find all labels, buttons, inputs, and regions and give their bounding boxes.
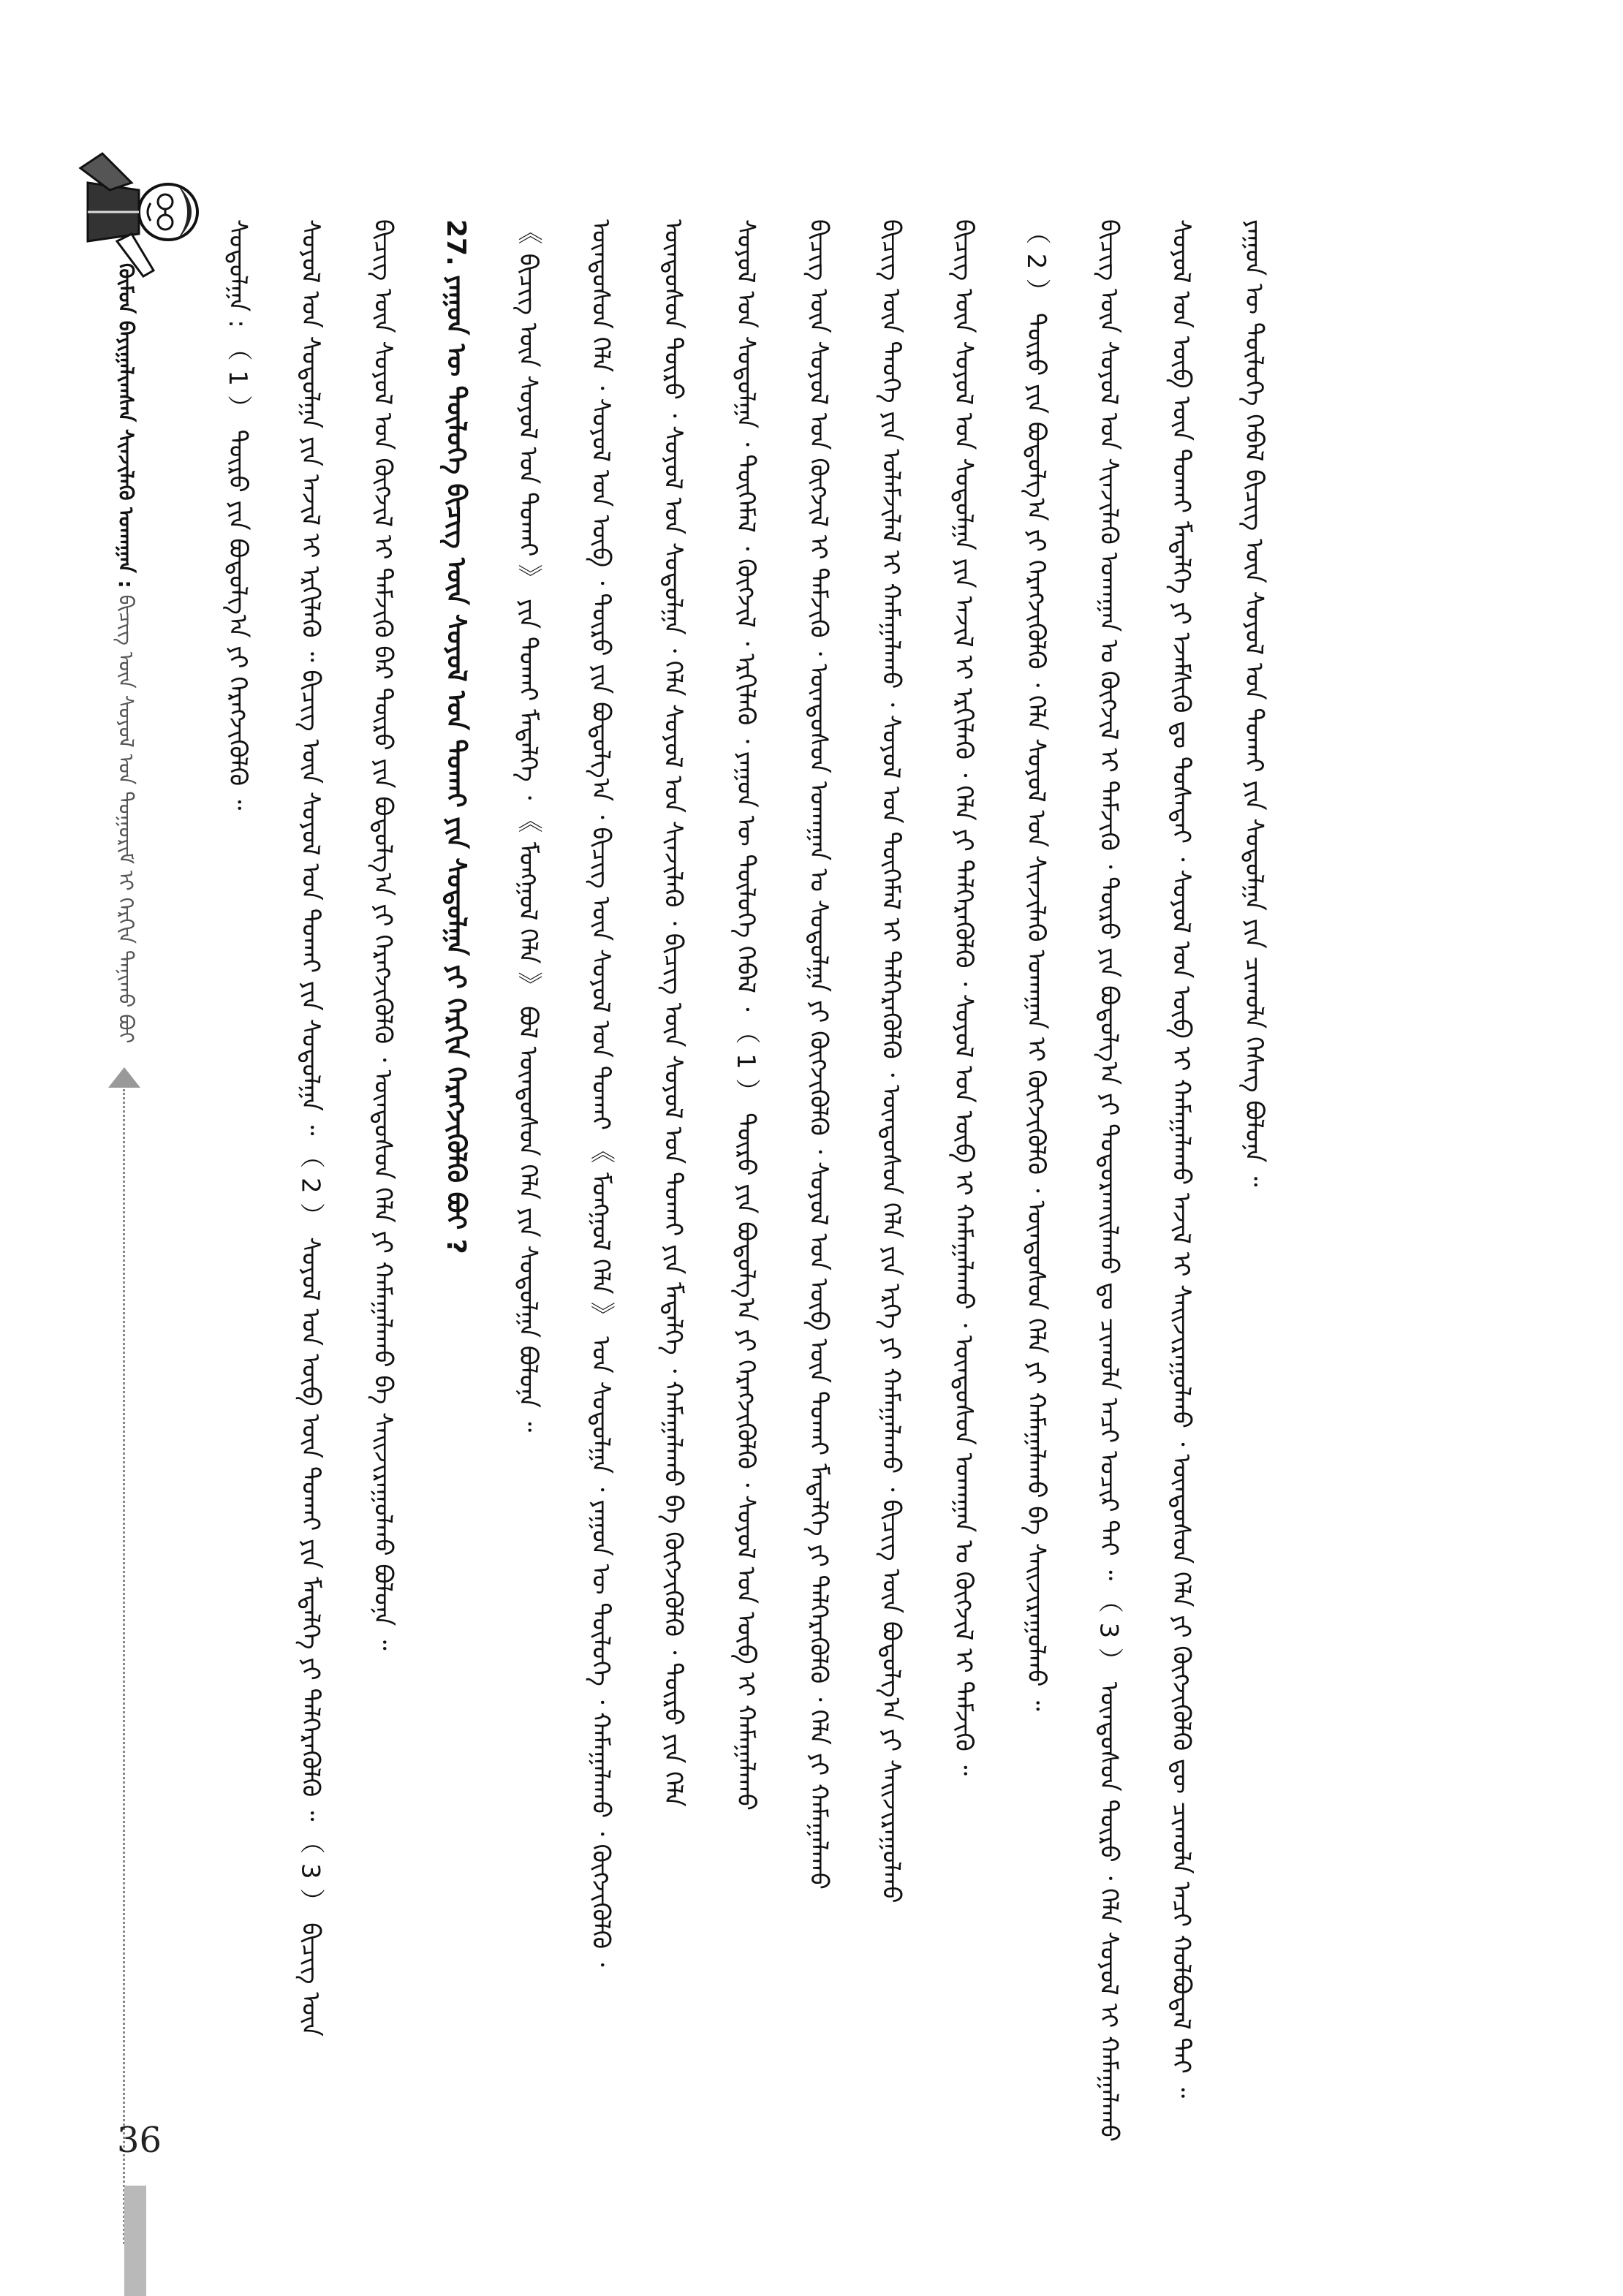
text-column: ᠶᠠᠭᠤᠨ ᠦ ᠲᠥᠯᠦᠭᠡ ᠭᠡᠪᠡᠯ ᠪᠢᠴᠢᠭ ᠦᠨ ᠰᠣᠶᠣᠯ ᠤᠨ ᠲᠤᠬᠠᠢ ᠶᠢᠨ ᠰᠤᠳᠤᠯᠭᠠ ᠶᠢᠨ ᠴᠢᠬᠤᠯᠠ ᠬᠡᠰᠡᠭ ᠪᠣᠯᠤᠨᠠ ᠃	[1238, 219, 1268, 1187]
text-column: ᠰᠣᠶᠣᠯ ᠤᠨ ᠥᠪ ᠦᠨ ᠲᠤᠬᠠᠢ ᠮᠡᠳᠡᠯᠭᠡ ᠶᠢ ᠡᠵᠡᠮᠰᠢᠬᠦ ᠳᠤ ᠲᠤᠰᠠᠲᠠᠢ ᠂ ᠰᠣᠶᠣᠯ ᠤᠨ ᠥᠪ ᠢ ᠬᠠᠮᠠᠭᠠᠯᠠᠬᠤ ᠠᠵᠢᠯ ᠢ ᠰᠠᠢᠵᠢᠷᠠᠭᠤᠯᠬᠤ ᠂ ᠦᠨᠳᠦᠰᠦᠨ ᠬᠡᠯᠡ ᠶᠢ ᠬᠥᠭᠵᠢᠭᠦᠯᠬᠦ ᠳᠦ ᠴᠢᠬᠤᠯᠠ ᠠᠴᠢ ᠬᠣᠯᠪᠣᠳᠠᠯ ᠲᠠᠢ ᠃	[1166, 219, 1196, 2099]
running-header-title: ᠬᠦᠮᠦᠨ ᠪᠠᠶᠢᠭᠠᠯᠢᠭᠰᠠᠨ ᠰᠢᠨᠵᠢᠯᠡᠬᠦ ᠤᠬᠠᠭᠠᠨ :	[114, 263, 138, 588]
text-column: ᠦᠨᠳᠦᠰᠦᠨ ᠲᠥᠷᠦ ᠂ ᠰᠣᠶᠣᠯ ᠤᠨ ᠰᠤᠳᠤᠯᠭᠠ ᠂ ᠬᠡᠯᠡ ᠰᠣᠶᠣᠯ ᠤᠨ ᠰᠢᠨᠵᠢᠯᠡᠬᠦ ᠂ ᠪᠢᠴᠢᠭ ᠦᠨ ᠰᠣᠶᠣᠯ ᠤᠨ ᠲᠤᠬᠠᠢ ᠶᠢᠨ ᠮᠡᠳᠡᠯᠭᠡ ᠂ ᠬᠠᠮᠠᠭᠠᠯᠠᠬᠤ ᠪᠠ ᠬᠥᠭᠵᠢᠭᠦᠯᠬᠦ ᠂ ᠲᠥᠷᠦ ᠶᠢᠨ ᠬᠡᠯᠡ	[658, 219, 688, 1807]
question-heading: 27. ᠶᠠᠭᠤᠨ ᠦ ᠲᠥᠯᠦᠭᠡ ᠪᠢᠴᠢᠭ ᠦᠨ ᠰᠣᠶᠣᠯ ᠤᠨ ᠲᠤᠬᠠᠢ ᠶᠢᠨ ᠰᠤᠳᠤᠯᠭᠠ ᠶᠢ ᠬᠡᠷᠬᠢᠨ ᠬᠡᠷᠡᠭᠵᠢᠭᠦᠯᠬᠦ ᠪᠤᠢ ?	[440, 219, 471, 1254]
running-header-subtitle: ᠪᠢᠴᠢᠭ ᠦᠨ ᠰᠣᠶᠣᠯ ᠤᠨ ᠲᠣᠭᠤᠷᠢᠮ ᠢ ᠬᠡᠷᠬᠢᠨ ᠲᠠᠨᠢᠬᠤ ᠪᠤᠢ	[114, 594, 138, 1044]
text-column: ᠪᠢᠴᠢᠭ ᠦᠨ ᠰᠣᠶᠣᠯ ᠤᠨ ᠰᠢᠨᠵᠢᠯᠡᠬᠦ ᠤᠬᠠᠭᠠᠨ ᠤ ᠬᠥᠭᠵᠢᠯ ᠢ ᠳᠡᠮᠵᠢᠬᠦ ᠂ ᠲᠥᠷᠦ ᠶᠢᠨ ᠪᠣᠳᠣᠯᠭ᠎ᠠ ᠶᠢ ᠲᠣᠳᠤᠷᠬᠠᠢᠯᠠᠬᠤ ᠳᠤ ᠴᠢᠬᠤᠯᠠ ᠠᠴᠢ ᠤᠴᠢᠷ ᠲᠠᠢ ᠃ （ 3 ） ᠦᠨᠳᠦᠰᠦᠨ ᠲᠥᠷᠦ ᠂ ᠬᠡᠯᠡ ᠰᠣᠶᠣᠯ ᠢ ᠬᠠᠮᠠᠭᠠᠯᠠᠬᠤ	[1094, 219, 1124, 2142]
text-column: ᠦᠨᠳᠦᠰᠦᠨ ᠬᠡᠯᠡ ᠂ ᠰᠣᠶᠣᠯ ᠤᠨ ᠥᠪ ᠂ ᠲᠥᠷᠦ ᠶᠢᠨ ᠪᠣᠳᠣᠯᠭ᠎ᠠ ᠂ ᠪᠢᠴᠢᠭ ᠦᠨ ᠰᠣᠶᠣᠯ ᠤᠨ ᠲᠤᠬᠠᠢ 《 ᠮᠣᠩᠭᠣᠯ ᠬᠡᠯᠡ 》 ᠤᠨ ᠰᠤᠳᠤᠯᠭᠠ ᠂ ᠶᠠᠭᠤᠨ ᠦ ᠲᠥᠯᠦᠭᠡ ᠂ ᠬᠠᠮᠠᠭᠠᠯᠠᠬᠤ ᠂ ᠬᠥᠭᠵᠢᠭᠦᠯᠬᠦ ᠂	[586, 219, 616, 1967]
text-column: ᠰᠣᠶᠣᠯ ᠤᠨ ᠰᠤᠳᠤᠯᠭᠠ ᠶᠢᠨ ᠠᠵᠢᠯ ᠢ ᠡᠷᠬᠢᠯᠡᠬᠦ ᠃ ᠪᠢᠴᠢᠭ ᠦᠨ ᠰᠣᠶᠣᠯ ᠤᠨ ᠲᠤᠬᠠᠢ ᠶᠢᠨ ᠰᠤᠳᠤᠯᠭᠠ ᠃ （ 2 ） ᠰᠣᠶᠣᠯ ᠤᠨ ᠥᠪ ᠦᠨ ᠲᠤᠬᠠᠢ ᠶᠢᠨ ᠮᠡᠳᠡᠯᠭᠡ ᠶᠢ ᠳᠡᠯᠭᠡᠷᠡᠭᠦᠯᠬᠦ ᠃ （ 3 ） ᠪᠢᠴᠢᠭ ᠦᠨ	[295, 219, 325, 2037]
body-text	[212, 219, 1279, 2237]
page-edge-bar	[124, 2186, 146, 2296]
text-column: 《 ᠪᠢᠴᠢᠭ ᠦᠨ ᠰᠣᠶᠣᠯ ᠤᠨ ᠲᠤᠬᠠᠢ 》 ᠶᠢᠨ ᠲᠤᠬᠠᠢ ᠮᠡᠳᠡᠯᠭᠡ ᠂ 《 ᠮᠣᠩᠭᠣᠯ ᠬᠡᠯᠡ 》 ᠪᠣᠯ ᠦᠨᠳᠦᠰᠦᠨ ᠬᠡᠯᠡ ᠶᠢᠨ ᠰᠤᠳᠤᠯᠭᠠ ᠪᠣᠯᠤᠨᠠ ᠃	[513, 219, 543, 1433]
page-number: 36	[117, 2120, 162, 2161]
text-column: ᠪᠢᠴᠢᠭ ᠦᠨ ᠰᠣᠶᠣᠯ ᠤᠨ ᠬᠥᠭᠵᠢᠯ ᠢ ᠳᠡᠮᠵᠢᠬᠦ ᠪᠡᠷ ᠲᠥᠷᠦ ᠶᠢᠨ ᠪᠣᠳᠣᠯᠭ᠎ᠠ ᠶᠢ ᠬᠡᠷᠡᠭᠵᠢᠭᠦᠯᠬᠦ ᠂ ᠦᠨᠳᠦᠰᠦᠨ ᠬᠡᠯᠡ ᠶᠢ ᠬᠠᠮᠠᠭᠠᠯᠠᠬᠤ ᠪᠠ ᠰᠠᠢᠵᠢᠷᠠᠭᠤᠯᠬᠤ ᠪᠣᠯᠤᠨᠠ ᠃	[368, 219, 398, 1651]
text-column: ᠪᠢᠴᠢᠭ ᠦᠨ ᠰᠣᠶᠣᠯ ᠤᠨ ᠰᠤᠳᠤᠯᠭᠠ ᠶᠢᠨ ᠠᠵᠢᠯ ᠢ ᠡᠷᠬᠢᠯᠡᠬᠦ ᠂ ᠬᠡᠯᠡ ᠶᠢ ᠲᠡᠯᠭᠡᠷᠡᠭᠦᠯᠬᠦ ᠂ ᠰᠣᠶᠣᠯ ᠤᠨ ᠥᠪ ᠢ ᠬᠠᠮᠠᠭᠠᠯᠠᠬᠤ ᠂ ᠦᠨᠳᠦᠰᠦᠨ ᠤᠬᠠᠭᠠᠨ ᠤ ᠬᠥᠭᠵᠢᠯ ᠢ ᠳᠡᠮᠵᠢᠬᠦ ᠃	[948, 219, 978, 1776]
triangle-marker-icon	[108, 1067, 140, 1088]
text-column: ᠪᠢᠴᠢᠭ ᠦᠨ ᠰᠣᠶᠣᠯ ᠤᠨ ᠬᠥᠭᠵᠢᠯ ᠢ ᠳᠡᠮᠵᠢᠬᠦ ᠂ ᠦᠨᠳᠦᠰᠦᠨ ᠤᠬᠠᠭᠠᠨ ᠤ ᠰᠤᠳᠤᠯᠭᠠ ᠶᠢ ᠬᠥᠭᠵᠢᠭᠦᠯᠬᠦ ᠂ ᠰᠣᠶᠣᠯ ᠤᠨ ᠥᠪ ᠦᠨ ᠲᠤᠬᠠᠢ ᠮᠡᠳᠡᠯᠭᠡ ᠶᠢ ᠳᠡᠯᠭᠡᠷᠡᠭᠦᠯᠬᠦ ᠂ ᠬᠡᠯᠡ ᠶᠢ ᠬᠠᠮᠠᠭᠠᠯᠠᠬᠤ	[803, 219, 833, 1890]
running-header	[108, 263, 144, 1067]
text-column: （ 2 ） ᠲᠥᠷᠦ ᠶᠢᠨ ᠪᠣᠳᠣᠯᠭ᠎ᠠ ᠶᠢ ᠬᠡᠷᠡᠭᠵᠢᠭᠦᠯᠬᠦ ᠂ ᠬᠡᠯᠡ ᠰᠣᠶᠣᠯ ᠤᠨ ᠰᠢᠨᠵᠢᠯᠡᠬᠦ ᠤᠬᠠᠭᠠᠨ ᠢ ᠬᠥᠭᠵᠢᠭᠦᠯᠬᠦ ᠂ ᠦᠨᠳᠦᠰᠦᠨ ᠬᠡᠯᠡ ᠶᠢ ᠬᠠᠮᠠᠭᠠᠯᠠᠬᠤ ᠪᠠ ᠰᠠᠢᠵᠢᠷᠠᠭᠤᠯᠬᠤ ᠃	[1021, 219, 1051, 1711]
header-divider	[123, 1089, 125, 2244]
text-column: ᠰᠣᠶᠣᠯ ᠤᠨ ᠰᠤᠳᠤᠯᠭᠠ ᠂ ᠲᠦᠭᠡᠮᠡᠯ ᠂ ᠬᠥᠭᠵᠢᠯ ᠂ ᠡᠷᠬᠢᠯᠡᠬᠦ ᠂ ᠶᠠᠭᠤᠨ ᠦ ᠲᠥᠯᠦᠭᠡ ᠭᠡᠪᠡᠯ ᠂ （ 1 ） ᠲᠥᠷᠦ ᠶᠢᠨ ᠪᠣᠳᠣᠯᠭ᠎ᠠ ᠶᠢ ᠬᠡᠷᠡᠭᠵᠢᠭᠦᠯᠬᠦ ᠂ ᠰᠣᠶᠣᠯ ᠤᠨ ᠥᠪ ᠢ ᠬᠠᠮᠠᠭᠠᠯᠠᠬᠤ	[730, 219, 760, 1811]
text-column: ᠪᠢᠴᠢᠭ ᠦᠨ ᠲᠡᠦᠬᠡ ᠶᠢᠨ ᠤᠯᠠᠮᠵᠢᠯᠠᠯ ᠢ ᠬᠠᠮᠠᠭᠠᠯᠠᠬᠤ ᠂ ᠰᠣᠶᠣᠯ ᠤᠨ ᠲᠦᠭᠡᠮᠡᠯ ᠢ ᠳᠡᠯᠭᠡᠷᠡᠭᠦᠯᠬᠦ ᠂ ᠦᠨᠳᠦᠰᠦᠨ ᠬᠡᠯᠡ ᠶᠢᠨ ᠡᠷᠬᠡ ᠶᠢ ᠬᠠᠮᠠᠭᠠᠯᠠᠬᠤ ᠂ ᠪᠢᠴᠢᠭ ᠦᠨ ᠪᠣᠳᠣᠯᠭ᠎ᠠ ᠶᠢ ᠰᠠᠢᠵᠢᠷᠠᠭᠤᠯᠬᠤ	[876, 219, 906, 1903]
text-column: ᠰᠤᠳᠤᠯᠭᠠ : （ 1 ） ᠲᠥᠷᠦ ᠶᠢᠨ ᠪᠣᠳᠣᠯᠭ᠎ᠠ ᠶᠢ ᠬᠡᠷᠡᠭᠵᠢᠭᠦᠯᠬᠦ ᠃	[223, 219, 252, 811]
